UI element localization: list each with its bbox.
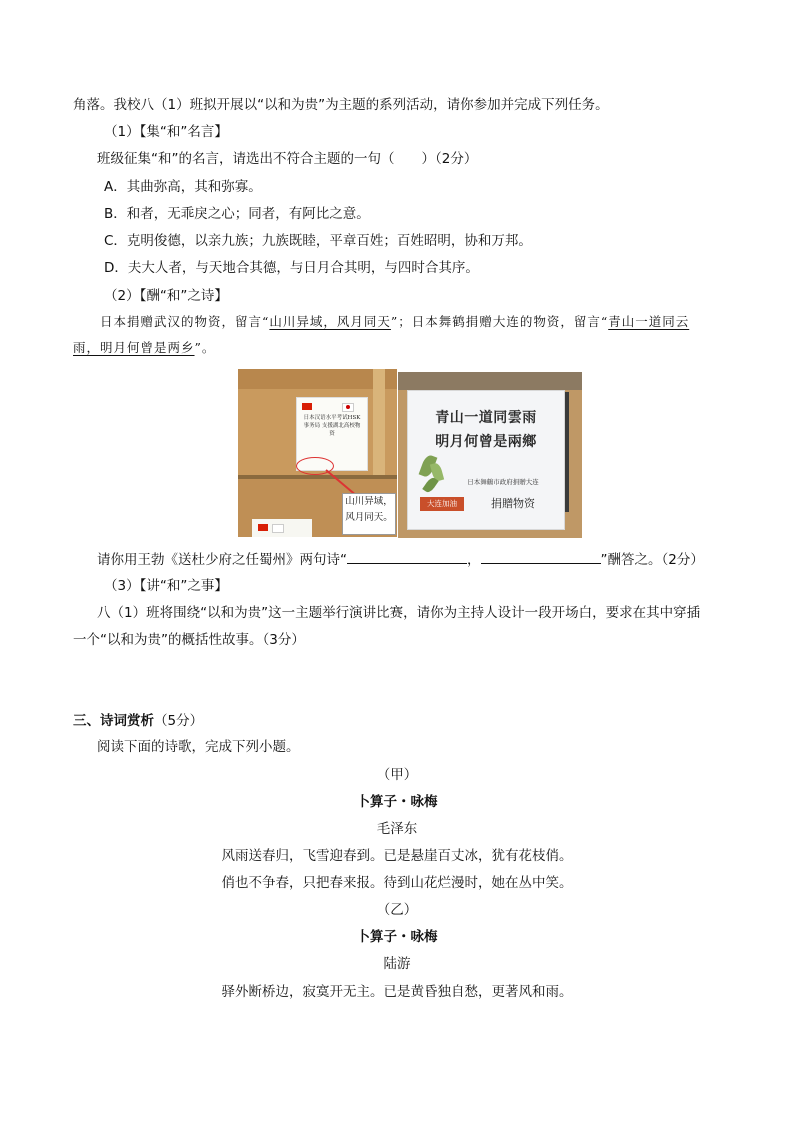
poem-b-marker: （乙）	[376, 902, 418, 918]
poem-a-title: 卜算子・咏梅	[356, 794, 438, 810]
sign-line1: 青山一道同雲雨	[435, 410, 537, 426]
question-text-a: 请你用王勃《送杜少府之任蜀州》两句诗“	[97, 552, 347, 568]
poem-a-line2: 俏也不争春，只把春来报。待到山花烂漫时，她在丛中笑。	[221, 875, 573, 891]
section3-instruction: 阅读下面的诗歌，完成下列小题。	[97, 739, 300, 755]
option-a: A．其曲弥高，其和弥寡。	[104, 179, 262, 195]
passage-text-a: 日本捐赠武汉的物资，留言“	[100, 314, 270, 329]
bubble-line1: 山川异域，	[345, 496, 393, 507]
japan-flag-icon	[272, 524, 284, 533]
poem-b-title: 卜算子・咏梅	[356, 929, 438, 945]
bubble-line2: 风月同天。	[345, 512, 393, 523]
task1-heading: （1）【集“和”名言】	[104, 124, 228, 140]
sign-small-text: 日本舞鶴市政府捐贈大连	[467, 478, 539, 486]
passage-text-c: ”。	[194, 340, 216, 355]
section3-title: 三、诗词赏析	[73, 713, 154, 729]
question-separator: ，	[467, 552, 481, 568]
answer-blank-1[interactable]	[347, 549, 467, 564]
sign-badge: 大连加油	[420, 497, 464, 511]
task2-question	[97, 549, 704, 570]
task2-passage-line2	[73, 338, 215, 358]
box-label-text: 日本汉语水平考试HSK事务局 支援湖北高校物资	[303, 415, 361, 437]
section3-points: （5分）	[154, 713, 204, 729]
option-d: D．夫大人者，与天地合其德，与日月合其明，与四时合其序。	[104, 260, 479, 276]
callout-bubble	[342, 493, 396, 535]
lower-box-label	[252, 519, 312, 537]
task3-line2: 一个“以和为贵”的概括性故事。（3分）	[73, 632, 305, 648]
quote-shanchuan: 山川异域，风月同天	[269, 314, 391, 329]
quote-qingshan-part1: 青山一道同云	[608, 314, 690, 329]
poem-a-marker: （甲）	[376, 767, 418, 783]
poem-b-author: 陆游	[383, 956, 411, 972]
poem-b-line1: 驿外断桥边，寂寞开无主。已是黄昏独自愁，更著风和雨。	[221, 984, 573, 1000]
packing-tape	[373, 369, 385, 479]
question-text-b: ”酬答之。（2分）	[600, 552, 704, 568]
quote-qingshan-part2: 雨，明月何曾是两乡	[73, 340, 195, 355]
poem-a-author: 毛泽东	[376, 821, 418, 837]
china-flag-icon	[302, 403, 312, 410]
task3-line1: 八（1）班将围绕“以和为贵”这一主题举行演讲比赛，请你为主持人设计一段开场白，要求在其中穿插	[97, 605, 701, 621]
sign-caption: 捐贈物资	[491, 497, 535, 510]
leaf-icon	[422, 476, 439, 494]
poem-a-line1: 风雨送春归，飞雪迎春到。已是悬崖百丈冰，犹有花枝俏。	[221, 848, 573, 864]
section3-heading	[73, 711, 203, 731]
option-c: C．克明俊德，以亲九族；九族既睦，平章百姓；百姓昭明，协和万邦。	[104, 233, 532, 249]
answer-blank-2[interactable]	[481, 549, 601, 564]
task3-heading: （3）【讲“和”之事】	[104, 578, 228, 594]
background-shelf	[398, 372, 582, 390]
task2-passage-line1	[100, 312, 689, 332]
photo-donation-sign-dalian	[398, 372, 582, 538]
donation-sign	[407, 390, 565, 530]
passage-text-b: ”；日本舞鹤捐赠大连的物资，留言“	[390, 314, 609, 329]
option-b: B．和者，无乖戾之心；同者，有阿比之意。	[104, 206, 370, 222]
task2-heading: （2）【酬“和”之诗】	[104, 288, 228, 304]
sign-line2: 明月何曾是兩鄉	[435, 434, 537, 450]
intro-line: 角落。我校八（1）班拟开展以“以和为贵”为主题的系列活动，请你参加并完成下列任务。	[73, 97, 609, 113]
photo-donation-boxes-wuhan	[238, 369, 397, 537]
china-flag-icon	[258, 524, 268, 531]
japan-flag-icon	[342, 403, 354, 412]
task1-prompt: 班级征集“和”的名言，请选出不符合主题的一句（ ）（2分）	[97, 151, 478, 167]
